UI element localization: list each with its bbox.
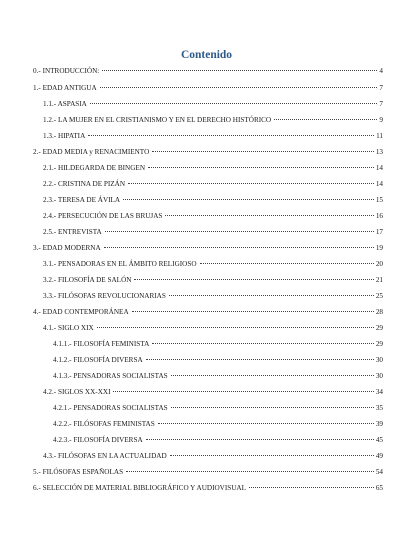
toc-entry-label: 2.- EDAD MEDIA y RENACIMIENTO (33, 148, 150, 156)
toc-entry[interactable] (33, 484, 383, 493)
toc-entry[interactable] (43, 116, 383, 125)
toc-entry-page: 13 (375, 148, 383, 156)
toc-entry-label: 0.- INTRODUCCIÓN: (33, 67, 100, 75)
toc-entry[interactable] (43, 196, 383, 205)
toc-entry[interactable] (43, 292, 383, 301)
toc-entry-label: 1.- EDAD ANTIGUA (33, 84, 97, 92)
toc-leader-dots (165, 215, 373, 216)
toc-leader-dots (200, 263, 374, 264)
toc-entry-label: 4.1.- SIGLO XIX (43, 324, 94, 332)
toc-entry[interactable] (43, 452, 383, 461)
toc-entry-page: 45 (375, 436, 383, 444)
toc-entry-label: 4.2.2.- FILÓSOFAS FEMINISTAS (53, 420, 155, 428)
toc-leader-dots (88, 135, 374, 136)
toc-entry[interactable] (43, 100, 383, 109)
toc-entry-label: 6.- SELECCIÓN DE MATERIAL BIBLIOGRÁFICO Y AUDIOVISUAL (33, 484, 247, 492)
toc-leader-dots (97, 327, 374, 328)
toc-entry-label: 4.2.3.- FILOSOFÍA DIVERSA (53, 436, 143, 444)
toc-entry-page: 19 (375, 244, 383, 252)
toc-entry-label: 3.- EDAD MODERNA (33, 244, 101, 252)
toc-leader-dots (105, 231, 374, 232)
toc-entry-page: 28 (375, 308, 383, 316)
toc-leader-dots (152, 151, 374, 152)
toc-entry-page: 17 (375, 228, 383, 236)
toc-entry-label: 2.3.- TERESA DE ÁVILA (43, 196, 121, 204)
toc-leader-dots (152, 343, 374, 344)
toc-entry-label: 4.- EDAD CONTEMPORÁNEA (33, 308, 129, 316)
toc-leader-dots (102, 70, 377, 71)
toc-entry-page: 49 (375, 452, 383, 460)
toc-entry-label: 4.1.2.- FILOSOFÍA DIVERSA (53, 356, 143, 364)
toc-leader-dots (169, 295, 374, 296)
toc-entry-page: 54 (375, 468, 383, 476)
toc-leader-dots (148, 167, 374, 168)
toc-entry-page: 30 (375, 356, 383, 364)
toc-leader-dots (170, 455, 374, 456)
toc-entry[interactable] (33, 308, 383, 317)
toc-entry[interactable] (43, 164, 383, 173)
toc-leader-dots (123, 199, 374, 200)
toc-leader-dots (134, 279, 373, 280)
toc-entry[interactable] (33, 67, 383, 76)
toc-entry[interactable] (43, 212, 383, 221)
toc-entry-label: 5.- FILÓSOFAS ESPAÑOLAS (33, 468, 124, 476)
toc-entry[interactable] (43, 324, 383, 333)
toc-entry-page: 30 (375, 372, 383, 380)
toc-entry-page: 39 (375, 420, 383, 428)
toc-entry-page: 21 (375, 276, 383, 284)
toc-entry-page: 11 (376, 132, 383, 140)
toc-entry-page: 29 (375, 324, 383, 332)
toc-entry[interactable] (43, 276, 383, 285)
toc-entry-label: 2.5.- ENTREVISTA (43, 228, 102, 236)
toc-entry-page: 16 (375, 212, 383, 220)
toc-leader-dots (158, 423, 374, 424)
toc-entry[interactable] (33, 84, 383, 93)
toc-entry-page: 35 (375, 404, 383, 412)
toc-entry-label: 1.2.- LA MUJER EN EL CRISTIANISMO Y EN EL DERECHO HISTÓRICO (43, 116, 272, 124)
toc-entry-label: 2.1.- HILDEGARDA DE BINGEN (43, 164, 146, 172)
toc-entry-page: 25 (375, 292, 383, 300)
toc-entry[interactable] (53, 372, 383, 381)
toc-leader-dots (128, 183, 374, 184)
toc-entry-page: 15 (375, 196, 383, 204)
toc-entry-label: 4.1.3.- PENSADORAS SOCIALISTAS (53, 372, 168, 380)
toc-entry[interactable] (53, 340, 383, 349)
toc-entry[interactable] (43, 388, 383, 397)
toc-entry-page: 29 (375, 340, 383, 348)
toc-entry[interactable] (53, 356, 383, 365)
toc-leader-dots (100, 87, 378, 88)
toc-leader-dots (104, 247, 374, 248)
toc-entry-page: 20 (375, 260, 383, 268)
toc-entry-page: 7 (379, 100, 383, 108)
toc-entry-page: 7 (379, 84, 383, 92)
toc-entry[interactable] (53, 420, 383, 429)
toc-entry-label: 3.3.- FILÓSOFAS REVOLUCIONARIAS (43, 292, 166, 300)
toc-leader-dots (132, 311, 374, 312)
toc-entry-label: 3.1.- PENSADORAS EN EL ÁMBITO RELIGIOSO (43, 260, 197, 268)
toc-entry-page: 9 (379, 116, 383, 124)
toc-entry[interactable] (33, 148, 383, 157)
toc-entry-page: 4 (379, 67, 383, 75)
toc-entry[interactable] (33, 468, 383, 477)
toc-title: Contenido (180, 49, 233, 61)
toc-entry[interactable] (53, 436, 383, 445)
toc-entry-label: 4.1.1.- FILOSOFÍA FEMINISTA (53, 340, 150, 348)
toc-entry-label: 1.1.- ASPASIA (43, 100, 87, 108)
toc-leader-dots (171, 407, 374, 408)
toc-leader-dots (249, 487, 374, 488)
toc-leader-dots (146, 439, 374, 440)
toc-entry-label: 2.2.- CRISTINA DE PIZÁN (43, 180, 126, 188)
toc-entry-page: 14 (375, 164, 383, 172)
toc-entry-page: 14 (375, 180, 383, 188)
toc-entry-label: 4.2.1.- PENSADORAS SOCIALISTAS (53, 404, 168, 412)
toc-entry-label: 4.2.- SIGLOS XX-XXI (43, 388, 111, 396)
toc-entry[interactable] (33, 244, 383, 253)
toc-entry-label: 2.4.- PERSECUCIÓN DE LAS BRUJAS (43, 212, 163, 220)
toc-entry[interactable] (53, 404, 383, 413)
toc-leader-dots (113, 391, 373, 392)
toc-leader-dots (274, 119, 377, 120)
toc-entry[interactable] (43, 132, 383, 141)
toc-entry-page: 34 (375, 388, 383, 396)
toc-leader-dots (90, 103, 378, 104)
toc-entry-page: 65 (375, 484, 383, 492)
toc-leader-dots (171, 375, 374, 376)
toc-entry-label: 4.3.- FILÓSOFAS EN LA ACTUALIDAD (43, 452, 167, 460)
toc-leader-dots (126, 471, 374, 472)
toc-entry-label: 3.2.- FILOSOFÍA DE SALÓN (43, 276, 132, 284)
toc-leader-dots (146, 359, 374, 360)
toc-entry[interactable] (43, 260, 383, 269)
toc-entry[interactable] (43, 228, 383, 237)
toc-entry-label: 1.3.- HIPATIA (43, 132, 86, 140)
toc-entry[interactable] (43, 180, 383, 189)
